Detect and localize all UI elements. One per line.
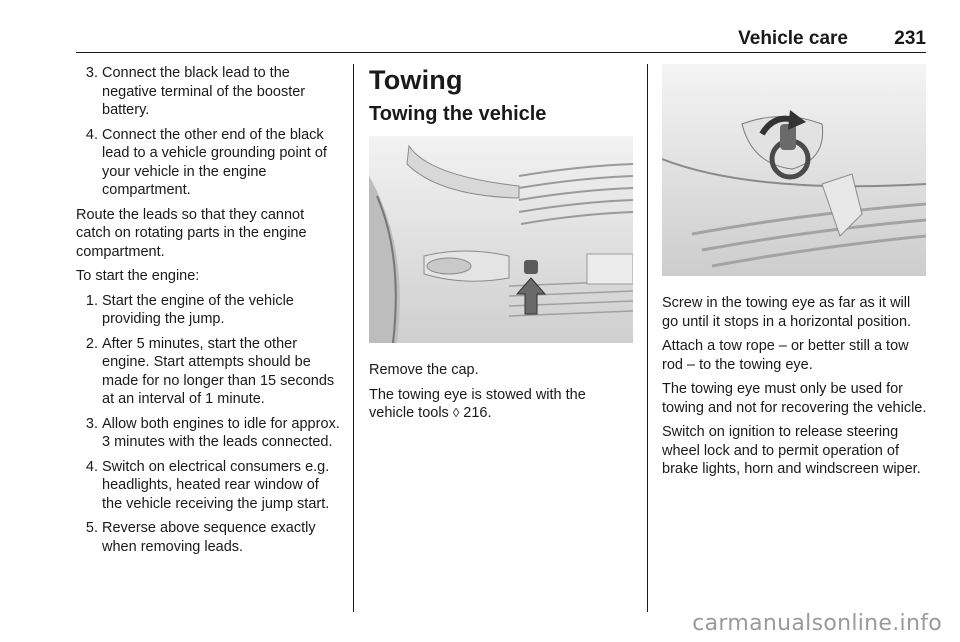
list-number: 2. [85, 335, 98, 352]
paragraph-towing-only: The towing eye must only be used for towing and not for recovering the vehicle. [662, 381, 927, 416]
list-number: 3. [85, 415, 98, 432]
list-number: 3. [85, 65, 98, 81]
paragraph-attach-rope: Attach a tow rope – or better still a tow rod – to the towing eye. [662, 338, 909, 373]
list-text: Connect the other end of the black lead to a vehicle grounding point of your vehicle in the engine compartment. [102, 126, 327, 198]
section-title: Vehicle care [738, 28, 848, 49]
paragraph-start-engine: To start the engine: [76, 268, 200, 284]
list-number: 5. [85, 520, 98, 536]
list-number: 4. [85, 126, 98, 143]
list-item [76, 292, 342, 329]
car-front-drawing [369, 136, 633, 343]
list-item [76, 415, 342, 452]
list-number: 4. [85, 458, 98, 475]
list-text: Connect the black lead to the negative terminal of the booster battery. [102, 65, 306, 118]
list-text: Switch on electrical consumers e.g. headlights, heated rear window of the vehicle receiving the jump start. [102, 458, 330, 512]
section-heading: Towing [369, 65, 463, 95]
stowed-text: The towing eye is stowed with the vehicle tools [369, 386, 586, 421]
list-item [76, 458, 342, 514]
page-number: 231 [894, 28, 926, 49]
subsection-heading: Towing the vehicle [369, 103, 547, 125]
towing-eye-drawing [662, 64, 926, 276]
column-middle [369, 64, 633, 429]
list-text: Reverse above sequence exactly when removing leads. [102, 520, 316, 555]
list-text: Allow both engines to idle for approx. 3 minutes with the leads connected. [102, 415, 340, 450]
column-right [662, 64, 928, 485]
column-left [76, 64, 342, 562]
list-number: 1. [85, 292, 98, 309]
cross-reference-icon: ◊ [452, 405, 460, 420]
list-item [76, 519, 342, 556]
paragraph-ignition: Switch on ignition to release steering wheel lock and to permit operation of brake lights, horn and windscreen wiper. [662, 424, 921, 477]
watermark: carmanualsonline.info [692, 611, 942, 636]
paragraph-screw-in: Screw in the towing eye as far as it will go until it stops in a horizontal position. [662, 295, 912, 330]
towing-eye-illustration [662, 64, 926, 276]
list-text: Start the engine of the vehicle providing the jump. [102, 292, 294, 327]
column-divider [353, 64, 354, 612]
front-bumper-illustration [369, 136, 633, 343]
paragraph-towing-eye-stowed [369, 386, 633, 423]
cross-reference-page: 216. [463, 405, 492, 421]
caption-remove-cap: Remove the cap. [369, 362, 479, 378]
page-header [76, 26, 926, 53]
column-divider [647, 64, 648, 612]
list-item [76, 335, 342, 409]
list-item [76, 64, 342, 120]
list-text: After 5 minutes, start the other engine. Start attempts should be made for no longer than 15 seconds at an interval of 1 minute. [102, 335, 335, 407]
list-item [76, 126, 342, 200]
paragraph-route-leads: Route the leads so that they cannot catch on rotating parts in the engine compartment. [76, 206, 307, 260]
